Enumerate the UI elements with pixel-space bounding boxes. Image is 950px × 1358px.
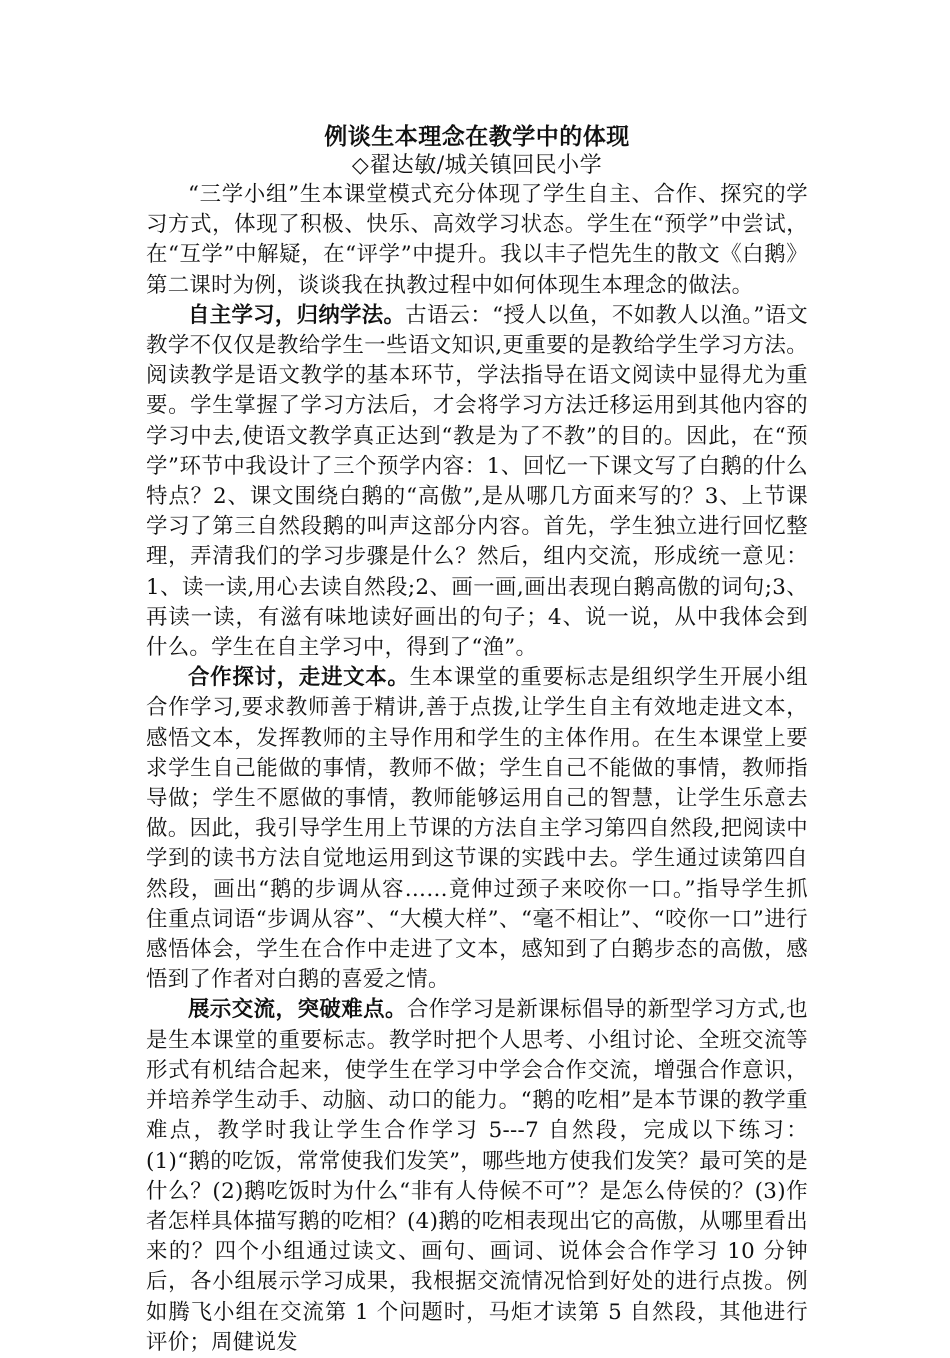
document-author: ◇翟达敏/城关镇回民小学	[351, 153, 603, 178]
paragraph-exchange	[146, 995, 808, 1357]
paragraph-text: 合作学习是新课标倡导的新型学习方式,也是生本课堂的重要标志。教学时把个人思考、小组讨论、全班交流等形式有机结合起来，使学生在学习中学会合作交流，增强合作意识，并培养学生动手、动脑、动口的能力。“鹅的吃相”是本节课的教学重难点，教学时我让学生合作学习 5---7 自然段，完成以下练习：(1)“鹅的吃饭，常常使我们发笑”，哪些地方使我们发笑？最可笑的是什么？(2)鹅吃饭时为什么“非有人侍候不可”？是怎么侍侯的？(3)作者怎样具体描写鹅的吃相？(4)鹅的吃相表现出它的高傲，从哪里看出来的？四个小组通过读文、画句、画词、说体会合作学习 10 分钟后，各小组展示学习成果，我根据交流情况恰到好处的进行点拨。例如腾飞小组在交流第 1 个问题时，马炬才读第 5 自然段，其他进行评价；周健说发	[146, 997, 808, 1355]
paragraph-heading: 自主学习，归纳学法。	[188, 302, 406, 328]
document-page	[146, 122, 808, 1358]
paragraph-self-study	[146, 301, 808, 663]
paragraph-cooperation	[146, 663, 808, 995]
paragraph-intro	[146, 180, 808, 301]
paragraph-text: “三学小组”生本课堂模式充分体现了学生自主、合作、探究的学习方式，体现了积极、快乐、高效学习状态。学生在“预学”中尝试，在“互学”中解疑，在“评学”中提升。我以丰子恺先生的散文《白鹅》第二课时为例，谈谈我在执教过程中如何体现生本理念的做法。	[146, 182, 808, 298]
paragraph-heading: 合作探讨，走进文本。	[188, 665, 410, 691]
paragraph-text: 古语云：“授人以鱼，不如教人以渔。”语文教学不仅仅是教给学生一些语文知识,更重要的是教给学生学习方法。阅读教学是语文教学的基本环节，学法指导在语文阅读中显得尤为重要。学生掌握了学习方法后，才会将学习方法迁移运用到其他内容的学习中去,使语文教学真正达到“教是为了不教”的目的。因此，在“预学”环节中我设计了三个预学内容：1、回忆一下课文写了白鹅的什么特点？2、课文围绕白鹅的“高傲”,是从哪几方面来写的？3、上节课学习了第三自然段鹅的叫声这部分内容。首先，学生独立进行回忆整理，弄清我们的学习步骤是什么？然后，组内交流，形成统一意见：1、读一读,用心去读自然段;2、画一画,画出表现白鹅高傲的词句;3、再读一读，有滋有味地读好画出的句子；4、说一说，从中我体会到什么。学生在自主学习中，得到了“渔”。	[146, 302, 808, 661]
paragraph-text: 生本课堂的重要标志是组织学生开展小组合作学习,要求教师善于精讲,善于点拨,让学生自主有效地走进文本，感悟文本，发挥教师的主导作用和学生的主体作用。在生本课堂上要求学生自己能做的事情，教师不做；学生自己不能做的事情，教师指导做；学生不愿做的事情，教师能够运用自己的智慧，让学生乐意去做。因此，我引导学生用上节课的方法自主学习第四自然段,把阅读中学到的读书方法自觉地运用到这节课的实践中去。学生通过读第四自然段，画出“鹅的步调从容……竟伸过颈子来咬你一口。”指导学生抓住重点词语“步调从容”、“大模大样”、“毫不相让”、“咬你一口”进行感悟体会，学生在合作中走进了文本，感知到了白鹅步态的高傲，感悟到了作者对白鹅的喜爱之情。	[146, 665, 808, 993]
paragraph-heading: 展示交流，突破难点。	[188, 997, 407, 1023]
document-title: 例谈生本理念在教学中的体现	[324, 123, 630, 150]
